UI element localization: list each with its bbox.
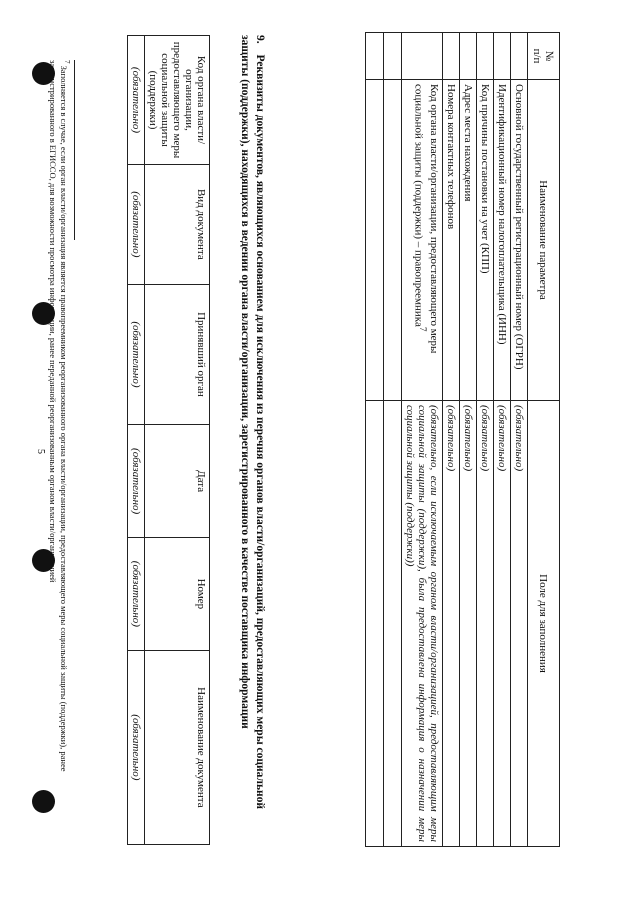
field-value: (обязательно, если исключаемым органом власти/организацией, предоставляющим меры социальной защиты (поддержки), была предоставлена информация о назначении меры социальной защиты (поддержки)) <box>402 401 443 847</box>
cell-value: (обязательно) <box>128 650 145 844</box>
table-row <box>443 33 460 847</box>
field-value: (обязательно) <box>477 401 494 847</box>
col-date-header: Дата <box>145 425 210 538</box>
row-number <box>443 33 460 80</box>
field-value: (обязательно) <box>494 401 511 847</box>
page-number: 5 <box>35 449 46 454</box>
parameter-name: Код причины постановки на учет (КПП) <box>477 80 494 401</box>
col-issuer-header: Принявший орган <box>145 284 210 425</box>
col-parameter-header: Наименование параметра <box>528 80 560 401</box>
parameter-name <box>402 80 443 401</box>
row-number <box>460 33 477 80</box>
row-number <box>477 33 494 80</box>
table-header-row <box>145 36 210 845</box>
parameter-name: Номера контактных телефонов <box>443 80 460 401</box>
documents-table <box>127 35 210 845</box>
footnote-mark: 7 <box>63 60 71 64</box>
cell-value: (обязательно) <box>128 425 145 538</box>
section-9-heading <box>237 35 267 840</box>
col-field-header: Поле для заполнения <box>528 401 560 847</box>
table-row <box>460 33 477 847</box>
col-doc-type-header: Вид документа <box>145 165 210 285</box>
empty-cell <box>384 401 402 847</box>
parameters-table <box>365 32 560 847</box>
footnote-separator <box>74 60 75 240</box>
parameter-name: Адрес места нахождения <box>460 80 477 401</box>
table-row <box>477 33 494 847</box>
footnote-mark: 7 <box>418 326 428 332</box>
field-value: (обязательно) <box>460 401 477 847</box>
footnote-text: Заполняется в случае, если орган власти/организация является правопреемником реорганизованного органа власти/организации, предоставляющего меры социальной защиты (поддержки), ранее зарегистрированного в ЕГИССО, для возможности просмотра информации, ранее переданной реорганизованным органом власти/организацией <box>48 60 70 772</box>
col-doc-name-header: Наименование документа <box>145 650 210 844</box>
table-row <box>511 33 528 847</box>
col-org-code-header: Код органа власти/организации, предоставляющего меры социальной защиты (поддержки) <box>145 36 210 165</box>
row-number <box>511 33 528 80</box>
empty-cell <box>384 80 402 401</box>
row-number <box>402 33 443 80</box>
parameter-name-text: Код органа власти/организации, предоставляющего меры социальной защиты (поддержки) – правопреемника <box>412 84 440 354</box>
empty-cell <box>366 401 384 847</box>
cell-value: (обязательно) <box>128 538 145 651</box>
table-row <box>494 33 511 847</box>
table-header-row <box>528 33 560 847</box>
cell-value: (обязательно) <box>128 36 145 165</box>
section-number: 9. <box>254 35 266 44</box>
section-text: Реквизиты документов, являющихся основанием для исключения из перечня органов власти/организаций, предоставляющих меры социальной защиты (поддержки), находящихся в ведении органа власти/организации, зарегистрированного в качестве поставщика информации <box>239 35 266 810</box>
cell-value: (обязательно) <box>128 284 145 425</box>
col-number-header: № п/п <box>528 33 560 80</box>
table-row-empty <box>366 33 384 847</box>
parameter-name: Идентификационный номер налогоплательщика (ИНН) <box>494 80 511 401</box>
parameter-name: Основной государственный регистрационный номер (ОГРН) <box>511 80 528 401</box>
empty-cell <box>366 33 384 80</box>
footnote <box>47 60 72 850</box>
empty-cell <box>366 80 384 401</box>
field-value: (обязательно) <box>511 401 528 847</box>
col-number-header: Номер <box>145 538 210 651</box>
empty-cell <box>384 33 402 80</box>
table-row <box>128 36 145 845</box>
table-row-empty <box>384 33 402 847</box>
table-row <box>402 33 443 847</box>
field-value: (обязательно) <box>443 401 460 847</box>
row-number <box>494 33 511 80</box>
cell-value: (обязательно) <box>128 165 145 285</box>
